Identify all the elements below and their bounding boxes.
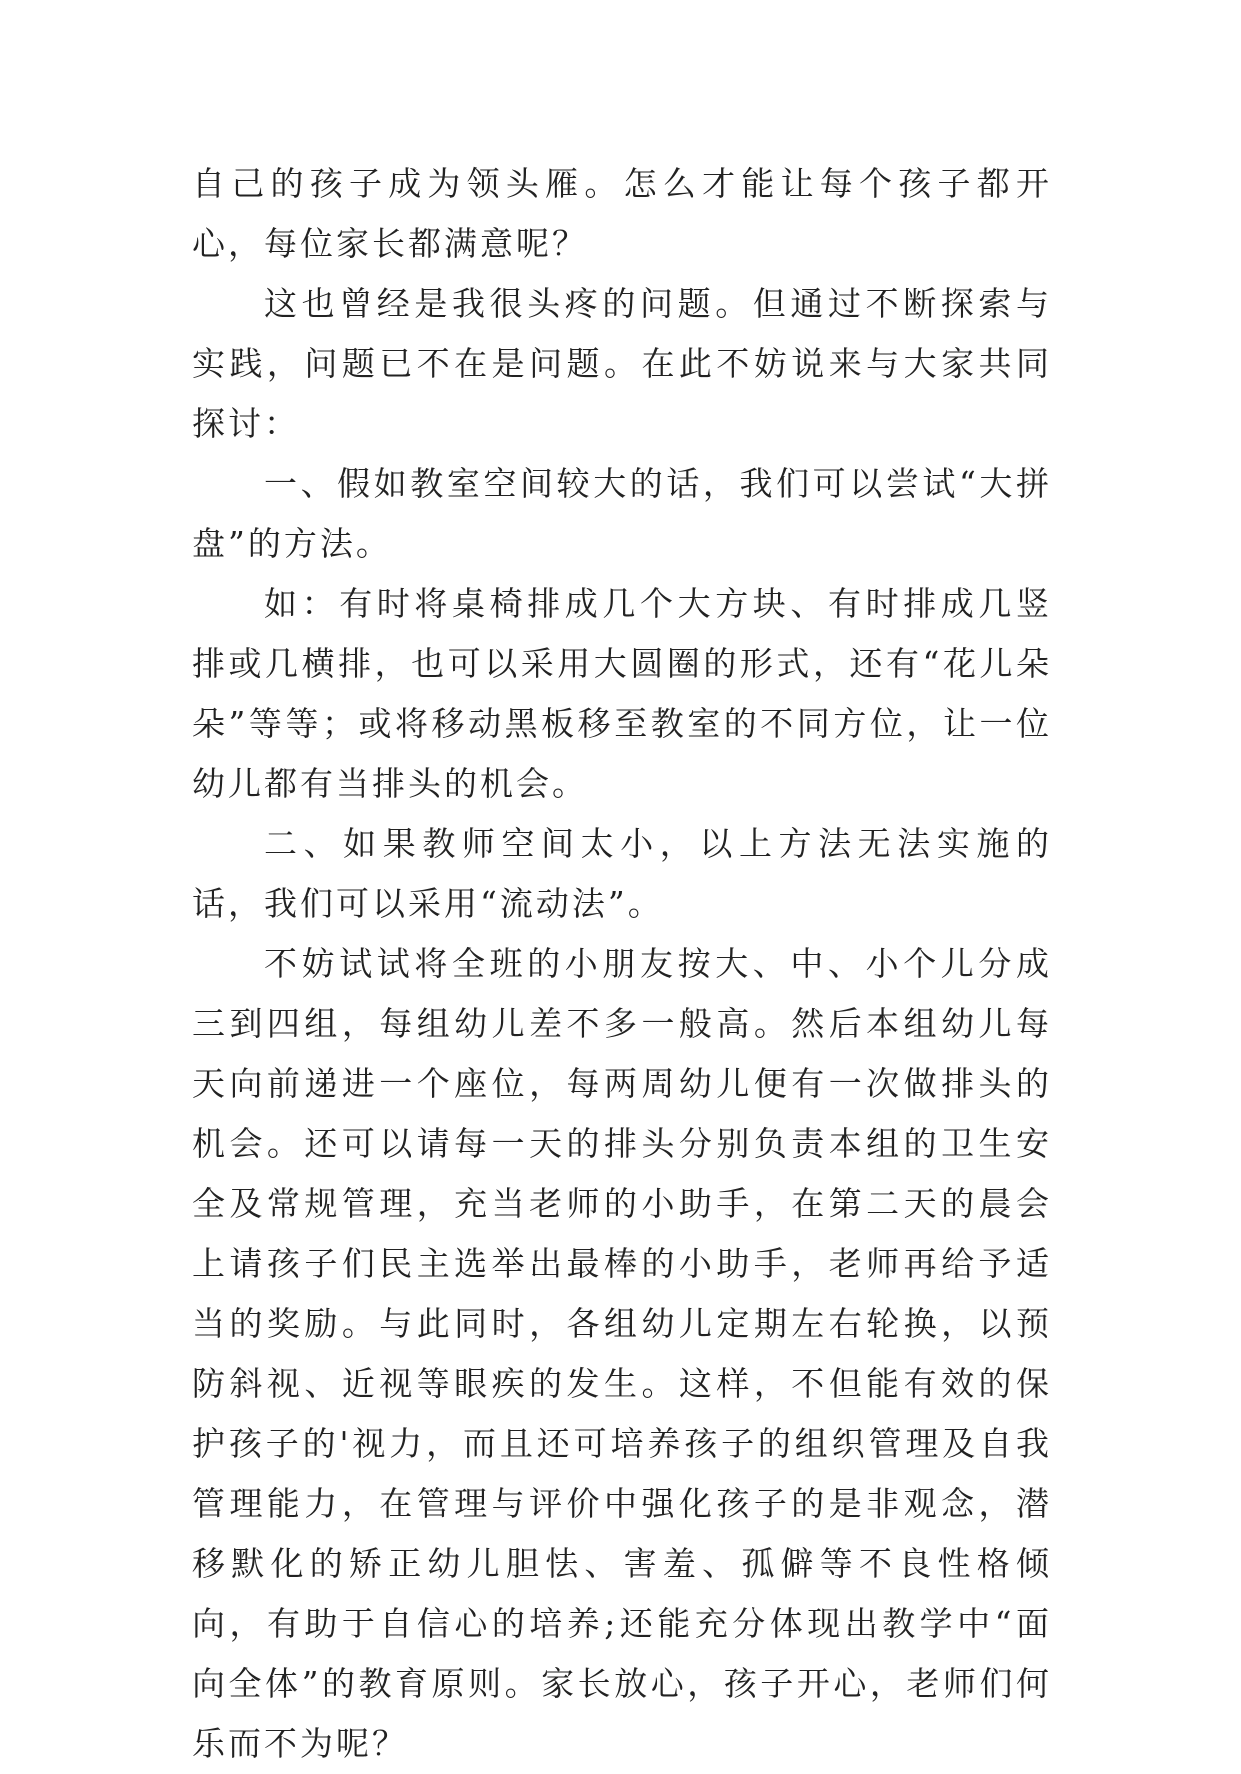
paragraph-3: 一、假如教室空间较大的话，我们可以尝试“大拼盘”的方法。 <box>192 464 1052 563</box>
article-body <box>192 154 1052 1774</box>
paragraph-5: 二、如果教师空间太小，以上方法无法实施的话，我们可以采用“流动法”。 <box>192 824 1052 923</box>
paragraph-1: 自己的孩子成为领头雁。怎么才能让每个孩子都开心，每位家长都满意呢？ <box>192 164 1052 263</box>
paragraph-6: 不妨试试将全班的小朋友按大、中、小个儿分成三到四组，每组幼儿差不多一般高。然后本组幼儿每天向前递进一个座位，每两周幼儿便有一次做排头的机会。还可以请每一天的排头分别负责本组的卫生安全及常规管理，充当老师的小助手，在第二天的晨会上请孩子们民主选举出最棒的小助手，老师再给予适当的奖励。与此同时，各组幼儿定期左右轮换，以预防斜视、近视等眼疾的发生。这样，不但能有效的保护孩子的'视力，而且还可培养孩子的组织管理及自我管理能力，在管理与评价中强化孩子的是非观念，潜移默化的矫正幼儿胆怯、害羞、孤僻等不良性格倾向，有助于自信心的培养;还能充分体现出教学中“面向全体”的教育原则。家长放心，孩子开心，老师们何乐而不为呢？ <box>192 944 1052 1763</box>
paragraph-4: 如：有时将桌椅排成几个大方块、有时排成几竖排或几横排，也可以采用大圆圈的形式，还有“花儿朵朵”等等；或将移动黑板移至教室的不同方位，让一位幼儿都有当排头的机会。 <box>192 584 1052 803</box>
paragraph-2: 这也曾经是我很头疼的问题。但通过不断探索与实践，问题已不在是问题。在此不妨说来与大家共同探讨： <box>192 284 1052 443</box>
